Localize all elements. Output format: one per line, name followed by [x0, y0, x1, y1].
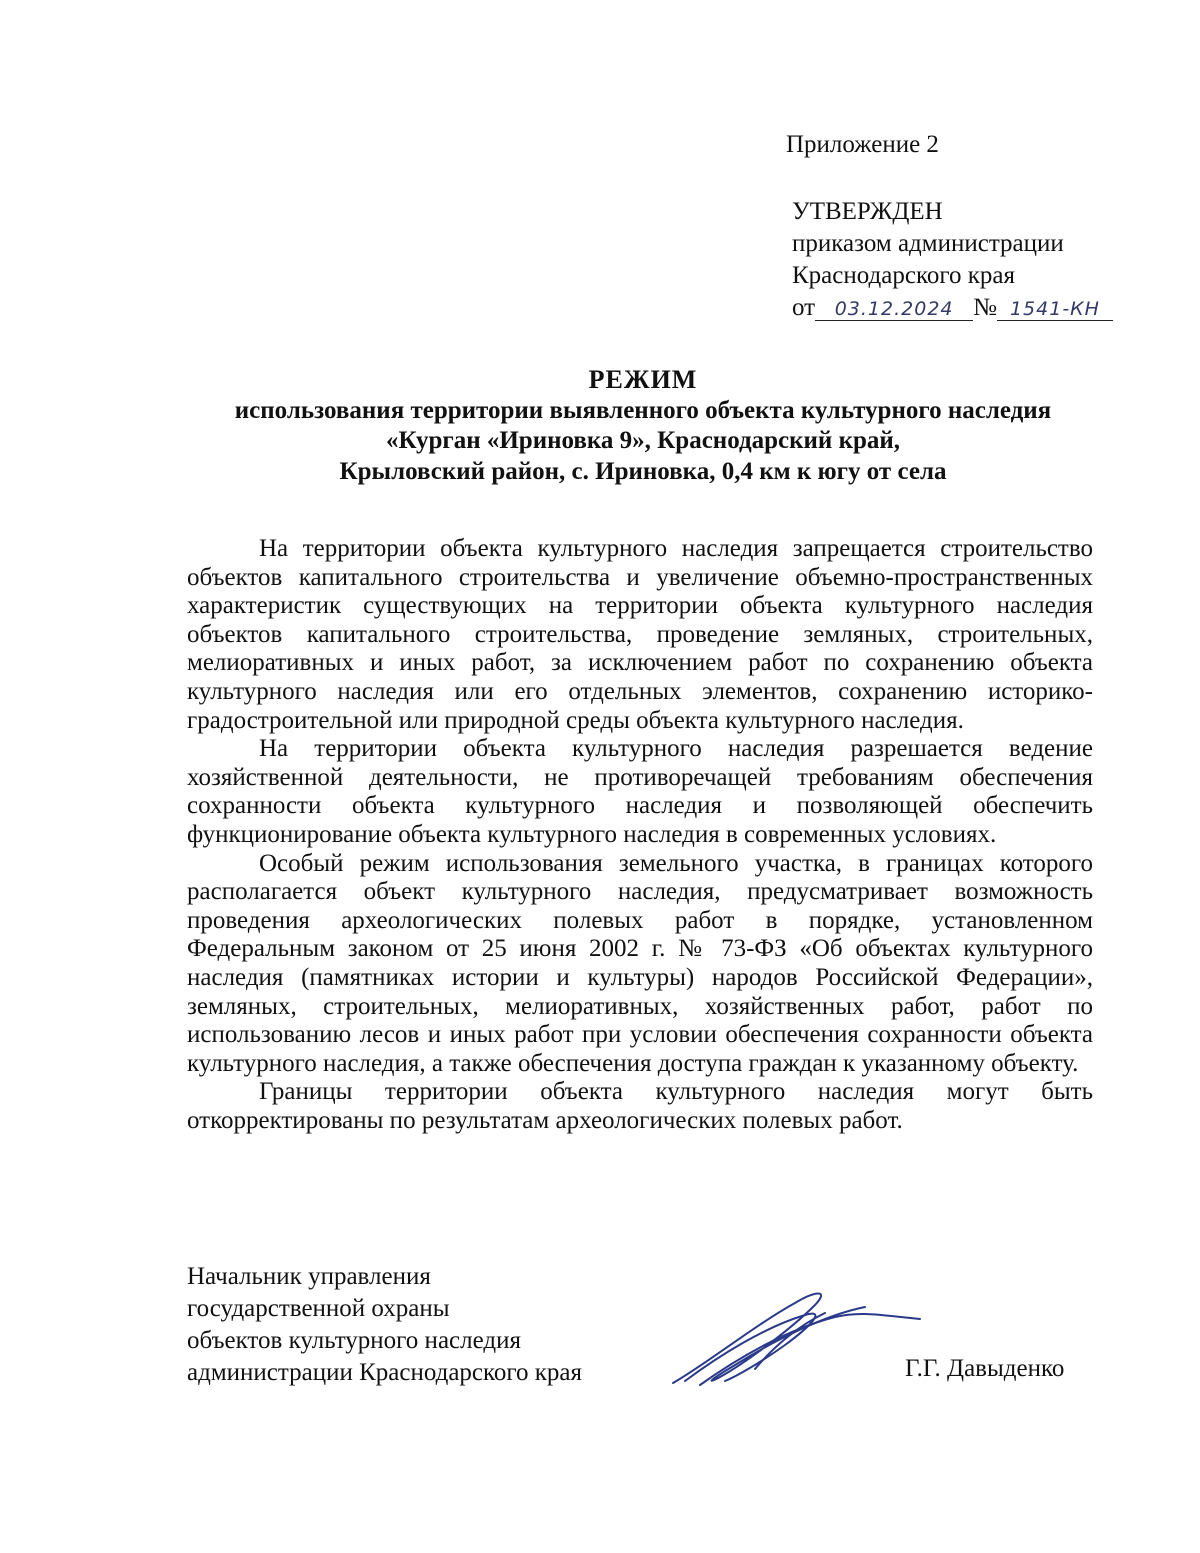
handwritten-date: 03.12.2024: [815, 298, 973, 321]
approval-stamp-block: [792, 196, 1113, 324]
title-main: РЕЖИМ: [588, 365, 698, 394]
document-title: [150, 365, 1136, 487]
approved-line-1: УТВЕРЖДЕН: [792, 198, 943, 225]
title-line-3: Крыловский район, с. Ириновка, 0,4 км к югу от села: [339, 457, 947, 485]
position-line-2: государственной охраны: [187, 1295, 450, 1322]
number-prefix: №: [973, 294, 997, 321]
body-paragraph-1: На территории объекта культурного наследия запрещается строительство объектов капитального строительства и увеличение объемно-пространственных характеристик существующих на территории объекта культурного наследия объектов капитального строительства, проведение земляных, строительных, мелиоративных и иных работ, за исключением работ по сохранению объекта культурного наследия или его отдельных элементов, сохранению историко-градостроительной или природной среды объекта культурного наследия.: [187, 535, 1093, 734]
handwritten-order-number: 1541-КН: [997, 298, 1113, 321]
position-line-3: объектов культурного наследия: [187, 1327, 521, 1354]
document-body: [187, 535, 1093, 1135]
signatory-name: Г.Г. Давыденко: [905, 1355, 1065, 1382]
order-date-number-line: [792, 292, 1113, 324]
position-line-1: Начальник управления: [187, 1263, 431, 1290]
position-line-4: администрации Краснодарского края: [187, 1359, 583, 1386]
body-paragraph-2: На территории объекта культурного наследия разрешается ведение хозяйственной деятельности, не противоречащей требованиям обеспечения сохранности объекта культурного наследия и позволяющей обеспечить функционирование объекта культурного наследия в современных условиях.: [187, 735, 1093, 848]
handwritten-signature: [665, 1285, 935, 1395]
body-paragraph-3: Особый режим использования земельного участка, в границах которого располагается объект культурного наследия, предусматривает возможность проведения археологических полевых работ в порядке, установленном Федеральным законом от 25 июня 2002 г. № 73-ФЗ «Об объектах культурного наследия (памятниках истории и культуры) народов Российской Федерации», земляных, строительных, мелиоративных, хозяйственных работ, работ по использованию лесов и иных работ при условии обеспечения сохранности объекта культурного наследия, а также обеспечения доступа граждан к указанному объекту.: [187, 849, 1093, 1077]
signatory-position: [187, 1261, 582, 1389]
appendix-label: Приложение 2: [786, 131, 939, 158]
title-line-1: использования территории выявленного объекта культурного наследия: [234, 396, 1052, 424]
approved-line-3: Краснодарского края: [792, 262, 1015, 289]
body-paragraph-4: Границы территории объекта культурного наследия могут быть откорректированы по результатам археологических полевых работ.: [187, 1078, 1093, 1134]
title-line-2: «Курган «Ириновка 9», Краснодарский край,: [385, 427, 901, 454]
approved-line-2: приказом администрации: [792, 230, 1064, 257]
date-prefix: от: [792, 294, 816, 321]
